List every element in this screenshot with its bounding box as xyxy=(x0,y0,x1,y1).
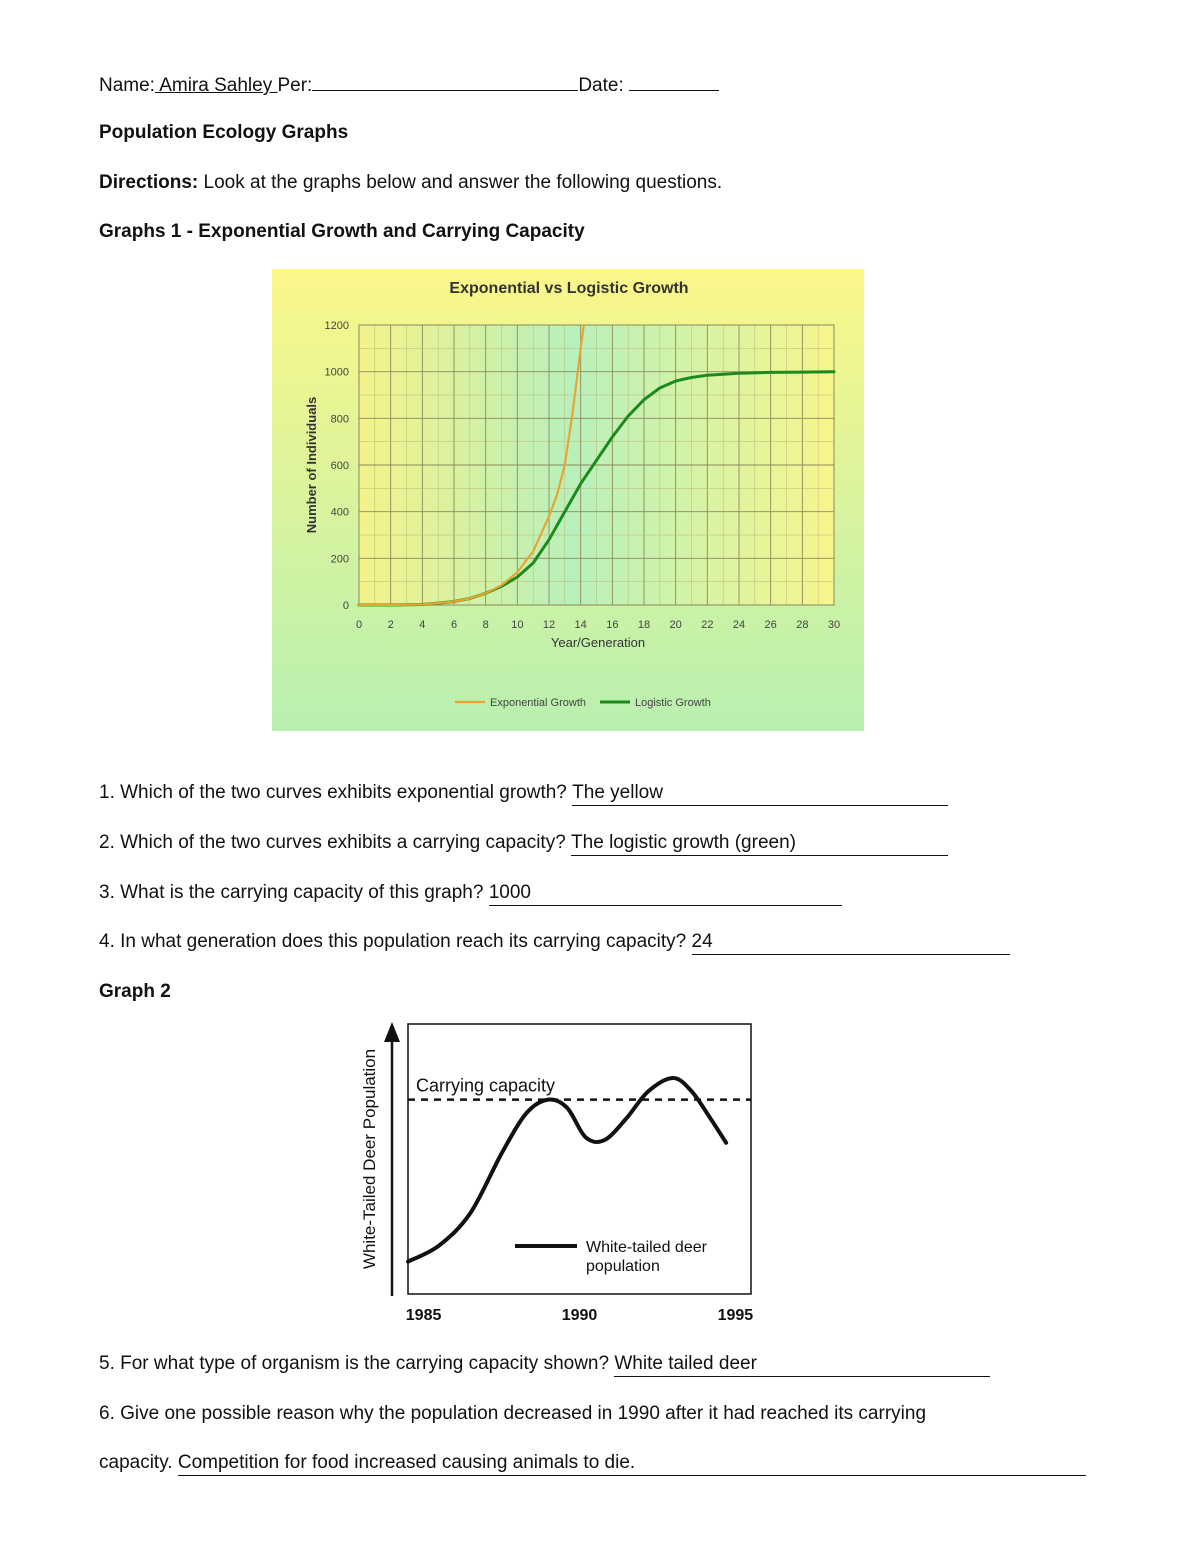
x-tick-label: 20 xyxy=(669,619,682,631)
question-text: 4. In what generation does this population reach its carrying capacity? xyxy=(99,931,692,952)
y-tick-label: 1200 xyxy=(324,320,349,332)
chart2-carrying-capacity-label: Carrying capacity xyxy=(416,1075,556,1096)
x-tick-label: 24 xyxy=(732,619,746,631)
x-tick-label: 4 xyxy=(419,619,426,631)
answer-field[interactable]: The logistic growth (green) xyxy=(571,831,948,856)
x-tick-label: 28 xyxy=(796,619,809,631)
question-4 xyxy=(99,930,1010,955)
x-tick-label: 14 xyxy=(574,619,587,631)
y-tick-label: 800 xyxy=(330,413,349,426)
legend-label: population xyxy=(586,1258,660,1275)
x-tick-label: 18 xyxy=(637,619,651,631)
legend-label: Logistic Growth xyxy=(635,697,711,709)
directions-text: Look at the graphs below and answer the following questions. xyxy=(198,172,723,193)
chart2-y-axis-label: White-Tailed Deer Population xyxy=(360,1048,379,1270)
x-tick-label: 30 xyxy=(827,619,841,631)
question-text: 3. What is the carrying capacity of this graph? xyxy=(99,882,489,903)
x-tick-label: 16 xyxy=(606,619,619,631)
header-line xyxy=(99,72,719,98)
y-tick-label: 400 xyxy=(330,506,349,519)
y-tick-label: 200 xyxy=(330,553,349,566)
chart2-x-ticks xyxy=(406,1307,754,1324)
question-text: 2. Which of the two curves exhibits a carrying capacity? xyxy=(99,832,572,853)
question-3 xyxy=(99,881,842,906)
answer-field[interactable]: Competition for food increased causing animals to die. xyxy=(178,1451,1086,1476)
name-value[interactable]: Amira Sahley xyxy=(154,75,278,96)
exponential-vs-logistic-chart xyxy=(272,269,864,731)
x-tick-label: 10 xyxy=(511,619,524,631)
section-heading-graph-2: Graph 2 xyxy=(99,981,171,1002)
name-label: Name: xyxy=(99,75,155,96)
question-1 xyxy=(99,781,948,806)
chart1-legend xyxy=(455,697,711,709)
y-tick-label: 0 xyxy=(342,600,349,612)
legend-label: White-tailed deer xyxy=(586,1239,707,1256)
question-text: 5. For what type of organism is the carrying capacity shown? xyxy=(99,1353,615,1374)
x-tick-label: 1985 xyxy=(405,1307,442,1324)
section-heading-graphs-1: Graphs 1 - Exponential Growth and Carrying Capacity xyxy=(99,221,585,242)
date-label: Date: xyxy=(578,75,624,96)
chart2-y-axis-arrow xyxy=(384,1022,400,1042)
x-tick-label: 2 xyxy=(387,619,394,631)
chart1-title: Exponential vs Logistic Growth xyxy=(449,280,689,297)
answer-field[interactable]: 1000 xyxy=(489,881,842,906)
per-label: Per: xyxy=(277,75,313,96)
directions-label: Directions: xyxy=(99,172,199,193)
question-2 xyxy=(99,831,948,856)
per-field[interactable] xyxy=(312,72,578,91)
answer-field[interactable]: 24 xyxy=(692,930,1010,955)
legend-label: Exponential Growth xyxy=(490,697,586,709)
x-tick-label: 1995 xyxy=(717,1307,754,1324)
question-text: 6. Give one possible reason why the population decreased in 1990 after it had reached its carrying xyxy=(99,1403,927,1424)
x-tick-label: 6 xyxy=(450,619,458,631)
x-tick-label: 22 xyxy=(701,619,714,631)
question-text-continued: capacity. xyxy=(99,1452,178,1473)
x-tick-label: 0 xyxy=(355,619,363,631)
answer-field[interactable]: White tailed deer xyxy=(614,1352,990,1377)
deer-population-chart xyxy=(340,1018,780,1330)
x-tick-label: 12 xyxy=(542,619,556,631)
x-tick-label: 8 xyxy=(482,619,489,631)
question-text: 1. Which of the two curves exhibits exponential growth? xyxy=(99,782,573,803)
answer-field[interactable]: The yellow xyxy=(572,781,948,806)
directions xyxy=(99,171,722,195)
y-tick-label: 600 xyxy=(330,460,349,472)
y-tick-label: 1000 xyxy=(324,366,349,379)
chart1-x-axis-label: Year/Generation xyxy=(550,635,646,650)
question-5 xyxy=(99,1352,990,1377)
question-6 xyxy=(99,1402,926,1426)
x-tick-label: 1990 xyxy=(561,1307,598,1324)
x-tick-label: 26 xyxy=(764,619,777,631)
date-field[interactable] xyxy=(629,72,719,91)
page-title: Population Ecology Graphs xyxy=(99,122,349,143)
question-6-continued xyxy=(99,1451,1086,1476)
chart1-y-axis-label: Number of Individuals xyxy=(304,396,319,534)
